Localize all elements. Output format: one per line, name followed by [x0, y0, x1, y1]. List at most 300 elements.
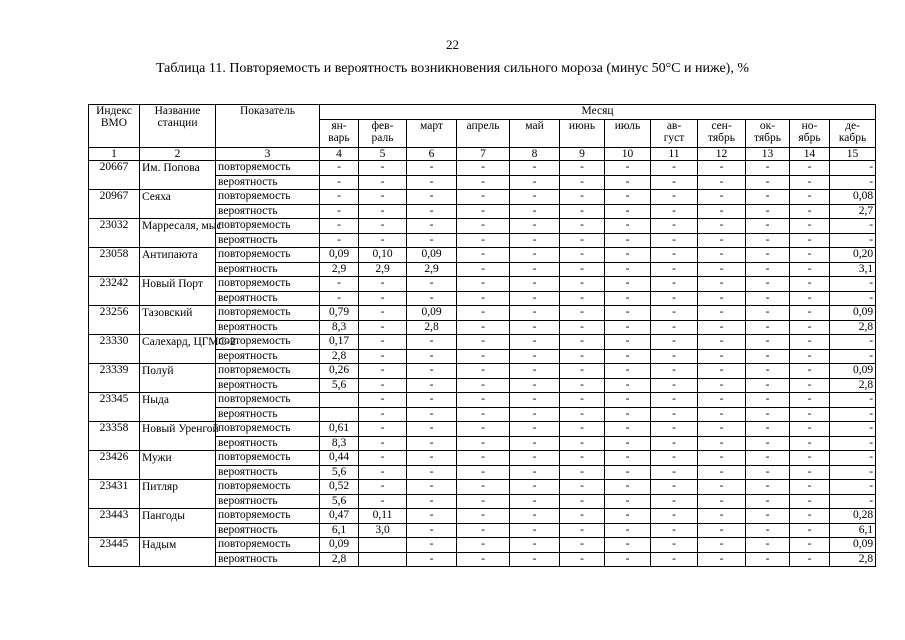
value-cell: -	[510, 320, 560, 335]
value-cell: 0,61	[320, 422, 359, 437]
value-cell: -	[407, 465, 457, 480]
value-cell: -	[651, 320, 698, 335]
value-cell: -	[790, 219, 830, 234]
value-cell: -	[698, 277, 746, 292]
value-cell: -	[698, 552, 746, 567]
column-number-row	[89, 148, 876, 161]
value-cell: -	[651, 349, 698, 364]
header-indicator: Показатель	[216, 105, 320, 148]
station-index: 23345	[89, 393, 140, 422]
value-cell: -	[790, 262, 830, 277]
value-cell	[320, 393, 359, 408]
table-row	[89, 335, 876, 350]
indicator-probability: вероятность	[216, 291, 320, 306]
column-number: 8	[510, 148, 560, 161]
value-cell: 0,08	[830, 190, 876, 205]
value-cell: -	[605, 335, 651, 350]
value-cell: -	[407, 494, 457, 509]
value-cell: -	[407, 422, 457, 437]
value-cell: -	[457, 335, 510, 350]
value-cell: -	[605, 364, 651, 379]
station-index: 23032	[89, 219, 140, 248]
value-cell: -	[605, 161, 651, 176]
month-header: ян- варь	[320, 120, 359, 148]
value-cell: -	[790, 349, 830, 364]
value-cell: -	[830, 451, 876, 466]
value-cell: 0,17	[320, 335, 359, 350]
value-cell: -	[457, 436, 510, 451]
value-cell: -	[651, 451, 698, 466]
value-cell: -	[510, 233, 560, 248]
value-cell: -	[790, 552, 830, 567]
value-cell: -	[605, 393, 651, 408]
value-cell: -	[790, 378, 830, 393]
value-cell: -	[698, 436, 746, 451]
value-cell: -	[407, 161, 457, 176]
value-cell: -	[790, 509, 830, 524]
value-cell: -	[790, 320, 830, 335]
column-number: 2	[140, 148, 216, 161]
value-cell: -	[790, 523, 830, 538]
value-cell: -	[830, 219, 876, 234]
station-name: Сеяха	[140, 190, 216, 219]
month-header: ок- тябрь	[746, 120, 790, 148]
value-cell: 0,26	[320, 364, 359, 379]
month-header: июнь	[560, 120, 605, 148]
value-cell: 8,3	[320, 320, 359, 335]
table-row	[89, 538, 876, 553]
indicator-repeat: повторяемость	[216, 451, 320, 466]
value-cell: -	[560, 538, 605, 553]
value-cell: 0,79	[320, 306, 359, 321]
value-cell: -	[605, 190, 651, 205]
table-row	[89, 451, 876, 466]
month-header: май	[510, 120, 560, 148]
value-cell: -	[457, 248, 510, 263]
indicator-probability: вероятность	[216, 465, 320, 480]
value-cell: -	[790, 538, 830, 553]
value-cell: -	[560, 436, 605, 451]
indicator-probability: вероятность	[216, 494, 320, 509]
value-cell: -	[790, 393, 830, 408]
indicator-repeat: повторяемость	[216, 277, 320, 292]
value-cell: 2,9	[320, 262, 359, 277]
value-cell: -	[746, 320, 790, 335]
value-cell: -	[457, 451, 510, 466]
value-cell: -	[605, 320, 651, 335]
value-cell: 0,20	[830, 248, 876, 263]
station-name: Марресаля, мыс	[140, 219, 216, 248]
value-cell: -	[698, 349, 746, 364]
value-cell: -	[560, 335, 605, 350]
value-cell: -	[457, 393, 510, 408]
station-name: Им. Попова	[140, 161, 216, 190]
value-cell: -	[830, 175, 876, 190]
value-cell: -	[698, 161, 746, 176]
header-index: Индекс ВМО	[89, 105, 140, 148]
indicator-probability: вероятность	[216, 436, 320, 451]
indicator-probability: вероятность	[216, 175, 320, 190]
value-cell: 5,6	[320, 378, 359, 393]
value-cell: -	[407, 175, 457, 190]
value-cell: -	[359, 349, 407, 364]
station-name: Тазовский	[140, 306, 216, 335]
value-cell: -	[698, 219, 746, 234]
value-cell: -	[510, 407, 560, 422]
value-cell: -	[510, 190, 560, 205]
value-cell: -	[605, 538, 651, 553]
value-cell: 8,3	[320, 436, 359, 451]
value-cell: -	[510, 523, 560, 538]
column-number: 7	[457, 148, 510, 161]
column-number: 3	[216, 148, 320, 161]
value-cell: -	[510, 509, 560, 524]
value-cell: -	[651, 204, 698, 219]
value-cell: -	[457, 552, 510, 567]
value-cell: -	[830, 291, 876, 306]
value-cell: -	[698, 523, 746, 538]
value-cell: -	[790, 494, 830, 509]
value-cell: -	[320, 190, 359, 205]
value-cell: -	[605, 262, 651, 277]
value-cell: -	[790, 451, 830, 466]
value-cell: -	[510, 262, 560, 277]
value-cell: -	[407, 291, 457, 306]
value-cell: -	[359, 407, 407, 422]
value-cell: -	[605, 480, 651, 495]
indicator-repeat: повторяемость	[216, 161, 320, 176]
value-cell: -	[830, 393, 876, 408]
value-cell: -	[746, 204, 790, 219]
value-cell: -	[790, 277, 830, 292]
value-cell: -	[830, 277, 876, 292]
indicator-repeat: повторяемость	[216, 480, 320, 495]
value-cell: -	[790, 436, 830, 451]
month-header: фев- раль	[359, 120, 407, 148]
value-cell: -	[651, 306, 698, 321]
value-cell: -	[407, 451, 457, 466]
value-cell: -	[510, 393, 560, 408]
value-cell: -	[746, 364, 790, 379]
indicator-probability: вероятность	[216, 378, 320, 393]
station-index: 23330	[89, 335, 140, 364]
value-cell: -	[560, 378, 605, 393]
station-index: 23058	[89, 248, 140, 277]
value-cell: -	[698, 494, 746, 509]
station-index: 23242	[89, 277, 140, 306]
table-row	[89, 422, 876, 437]
value-cell: -	[790, 161, 830, 176]
station-index: 23256	[89, 306, 140, 335]
value-cell: -	[457, 277, 510, 292]
value-cell: -	[698, 422, 746, 437]
value-cell: -	[605, 422, 651, 437]
indicator-repeat: повторяемость	[216, 335, 320, 350]
value-cell: -	[651, 291, 698, 306]
value-cell: -	[457, 219, 510, 234]
station-index: 23445	[89, 538, 140, 567]
value-cell: -	[560, 190, 605, 205]
value-cell: -	[746, 523, 790, 538]
value-cell	[320, 407, 359, 422]
value-cell: 5,6	[320, 465, 359, 480]
value-cell: 2,8	[320, 552, 359, 567]
value-cell: 2,8	[407, 320, 457, 335]
value-cell: -	[746, 190, 790, 205]
value-cell: -	[790, 335, 830, 350]
value-cell: -	[605, 306, 651, 321]
value-cell: -	[698, 320, 746, 335]
value-cell: -	[830, 436, 876, 451]
value-cell: -	[359, 320, 407, 335]
value-cell: -	[698, 538, 746, 553]
value-cell: -	[457, 465, 510, 480]
value-cell: -	[560, 465, 605, 480]
value-cell: -	[359, 161, 407, 176]
value-cell: -	[560, 407, 605, 422]
value-cell: -	[407, 480, 457, 495]
station-index: 23431	[89, 480, 140, 509]
value-cell: -	[746, 378, 790, 393]
value-cell: -	[651, 465, 698, 480]
indicator-repeat: повторяемость	[216, 509, 320, 524]
value-cell: -	[790, 291, 830, 306]
table-row	[89, 364, 876, 379]
value-cell: -	[698, 465, 746, 480]
value-cell: -	[510, 277, 560, 292]
value-cell: -	[320, 161, 359, 176]
value-cell: -	[320, 175, 359, 190]
value-cell: -	[510, 204, 560, 219]
value-cell: -	[746, 233, 790, 248]
value-cell: -	[359, 480, 407, 495]
value-cell: -	[560, 320, 605, 335]
value-cell: 0,09	[830, 306, 876, 321]
value-cell: -	[457, 364, 510, 379]
table-row	[89, 480, 876, 495]
month-header: ав- густ	[651, 120, 698, 148]
value-cell: 6,1	[320, 523, 359, 538]
value-cell: -	[746, 306, 790, 321]
value-cell: 0,09	[407, 248, 457, 263]
value-cell: -	[790, 306, 830, 321]
value-cell: 0,11	[359, 509, 407, 524]
value-cell: -	[651, 393, 698, 408]
value-cell: -	[605, 509, 651, 524]
value-cell: -	[605, 219, 651, 234]
value-cell: -	[457, 291, 510, 306]
table-row	[89, 306, 876, 321]
station-name: Ныда	[140, 393, 216, 422]
value-cell: 0,09	[320, 538, 359, 553]
value-cell: 2,8	[830, 320, 876, 335]
value-cell: -	[746, 465, 790, 480]
column-number: 10	[605, 148, 651, 161]
value-cell: 2,9	[359, 262, 407, 277]
value-cell: -	[746, 277, 790, 292]
value-cell: -	[698, 364, 746, 379]
value-cell: -	[698, 335, 746, 350]
value-cell: -	[651, 190, 698, 205]
value-cell: -	[698, 204, 746, 219]
value-cell: -	[457, 480, 510, 495]
value-cell: -	[510, 422, 560, 437]
column-number: 4	[320, 148, 359, 161]
value-cell: -	[510, 291, 560, 306]
value-cell: -	[457, 204, 510, 219]
table-row	[89, 277, 876, 292]
value-cell: -	[605, 407, 651, 422]
value-cell: 0,44	[320, 451, 359, 466]
month-header: но- ябрь	[790, 120, 830, 148]
value-cell: -	[510, 552, 560, 567]
value-cell: -	[698, 509, 746, 524]
column-number: 13	[746, 148, 790, 161]
value-cell: -	[560, 552, 605, 567]
station-index: 20967	[89, 190, 140, 219]
value-cell: -	[605, 465, 651, 480]
value-cell: -	[830, 233, 876, 248]
column-number: 12	[698, 148, 746, 161]
value-cell: -	[560, 451, 605, 466]
value-cell: -	[320, 233, 359, 248]
column-number: 5	[359, 148, 407, 161]
station-name: Новый Уренгой	[140, 422, 216, 451]
value-cell: 0,47	[320, 509, 359, 524]
indicator-probability: вероятность	[216, 349, 320, 364]
value-cell: -	[560, 262, 605, 277]
value-cell: -	[560, 248, 605, 263]
value-cell: -	[407, 190, 457, 205]
page-number: 22	[446, 37, 459, 52]
station-name: Полуй	[140, 364, 216, 393]
value-cell: -	[605, 378, 651, 393]
column-number: 1	[89, 148, 140, 161]
table-body	[89, 161, 876, 567]
value-cell: -	[698, 451, 746, 466]
value-cell: -	[560, 291, 605, 306]
value-cell: -	[407, 349, 457, 364]
value-cell: -	[746, 494, 790, 509]
station-name: Антипаюта	[140, 248, 216, 277]
value-cell: -	[407, 509, 457, 524]
indicator-repeat: повторяемость	[216, 306, 320, 321]
value-cell: -	[651, 175, 698, 190]
value-cell: -	[457, 523, 510, 538]
value-cell: -	[560, 494, 605, 509]
value-cell: -	[560, 306, 605, 321]
value-cell: -	[830, 161, 876, 176]
month-header: де- кабрь	[830, 120, 876, 148]
value-cell: -	[605, 175, 651, 190]
value-cell: -	[651, 277, 698, 292]
value-cell: -	[605, 552, 651, 567]
value-cell: -	[457, 378, 510, 393]
value-cell: -	[510, 538, 560, 553]
value-cell: -	[651, 233, 698, 248]
value-cell: -	[359, 291, 407, 306]
value-cell: -	[651, 262, 698, 277]
indicator-probability: вероятность	[216, 204, 320, 219]
value-cell: -	[407, 277, 457, 292]
value-cell: -	[605, 277, 651, 292]
value-cell: -	[830, 335, 876, 350]
value-cell: -	[407, 436, 457, 451]
value-cell: -	[407, 538, 457, 553]
value-cell: -	[457, 538, 510, 553]
station-name: Новый Порт	[140, 277, 216, 306]
value-cell: -	[830, 422, 876, 437]
value-cell: -	[790, 364, 830, 379]
table-row	[89, 509, 876, 524]
value-cell: -	[698, 306, 746, 321]
value-cell: -	[359, 277, 407, 292]
value-cell: 0,28	[830, 509, 876, 524]
value-cell: 2,9	[407, 262, 457, 277]
value-cell: 2,7	[830, 204, 876, 219]
value-cell: -	[510, 335, 560, 350]
value-cell: -	[790, 465, 830, 480]
value-cell: -	[790, 422, 830, 437]
value-cell: -	[560, 277, 605, 292]
value-cell: -	[605, 204, 651, 219]
value-cell: -	[651, 480, 698, 495]
indicator-repeat: повторяемость	[216, 538, 320, 553]
value-cell: -	[651, 509, 698, 524]
value-cell: -	[746, 393, 790, 408]
value-cell: -	[359, 494, 407, 509]
station-name: Мужи	[140, 451, 216, 480]
value-cell: -	[698, 480, 746, 495]
column-number: 14	[790, 148, 830, 161]
value-cell: -	[790, 233, 830, 248]
value-cell: -	[830, 349, 876, 364]
value-cell: -	[746, 335, 790, 350]
value-cell: -	[560, 364, 605, 379]
value-cell: -	[830, 480, 876, 495]
value-cell: -	[359, 422, 407, 437]
value-cell: -	[457, 190, 510, 205]
table-row	[89, 161, 876, 176]
value-cell: -	[407, 204, 457, 219]
value-cell: -	[510, 480, 560, 495]
value-cell: -	[698, 407, 746, 422]
indicator-probability: вероятность	[216, 320, 320, 335]
value-cell: -	[560, 523, 605, 538]
value-cell: -	[746, 480, 790, 495]
value-cell: -	[560, 204, 605, 219]
value-cell: -	[698, 175, 746, 190]
value-cell: 3,0	[359, 523, 407, 538]
value-cell: -	[746, 407, 790, 422]
value-cell: -	[457, 233, 510, 248]
indicator-probability: вероятность	[216, 407, 320, 422]
value-cell: -	[560, 233, 605, 248]
value-cell: -	[510, 364, 560, 379]
value-cell: -	[510, 161, 560, 176]
value-cell: -	[510, 349, 560, 364]
station-name: Салехард, ЦГМС-2	[140, 335, 216, 364]
column-number: 11	[651, 148, 698, 161]
station-index: 23358	[89, 422, 140, 451]
value-cell: -	[605, 436, 651, 451]
value-cell: -	[457, 175, 510, 190]
column-number: 9	[560, 148, 605, 161]
value-cell: -	[790, 175, 830, 190]
value-cell: -	[746, 291, 790, 306]
value-cell: -	[698, 378, 746, 393]
indicator-repeat: повторяемость	[216, 393, 320, 408]
